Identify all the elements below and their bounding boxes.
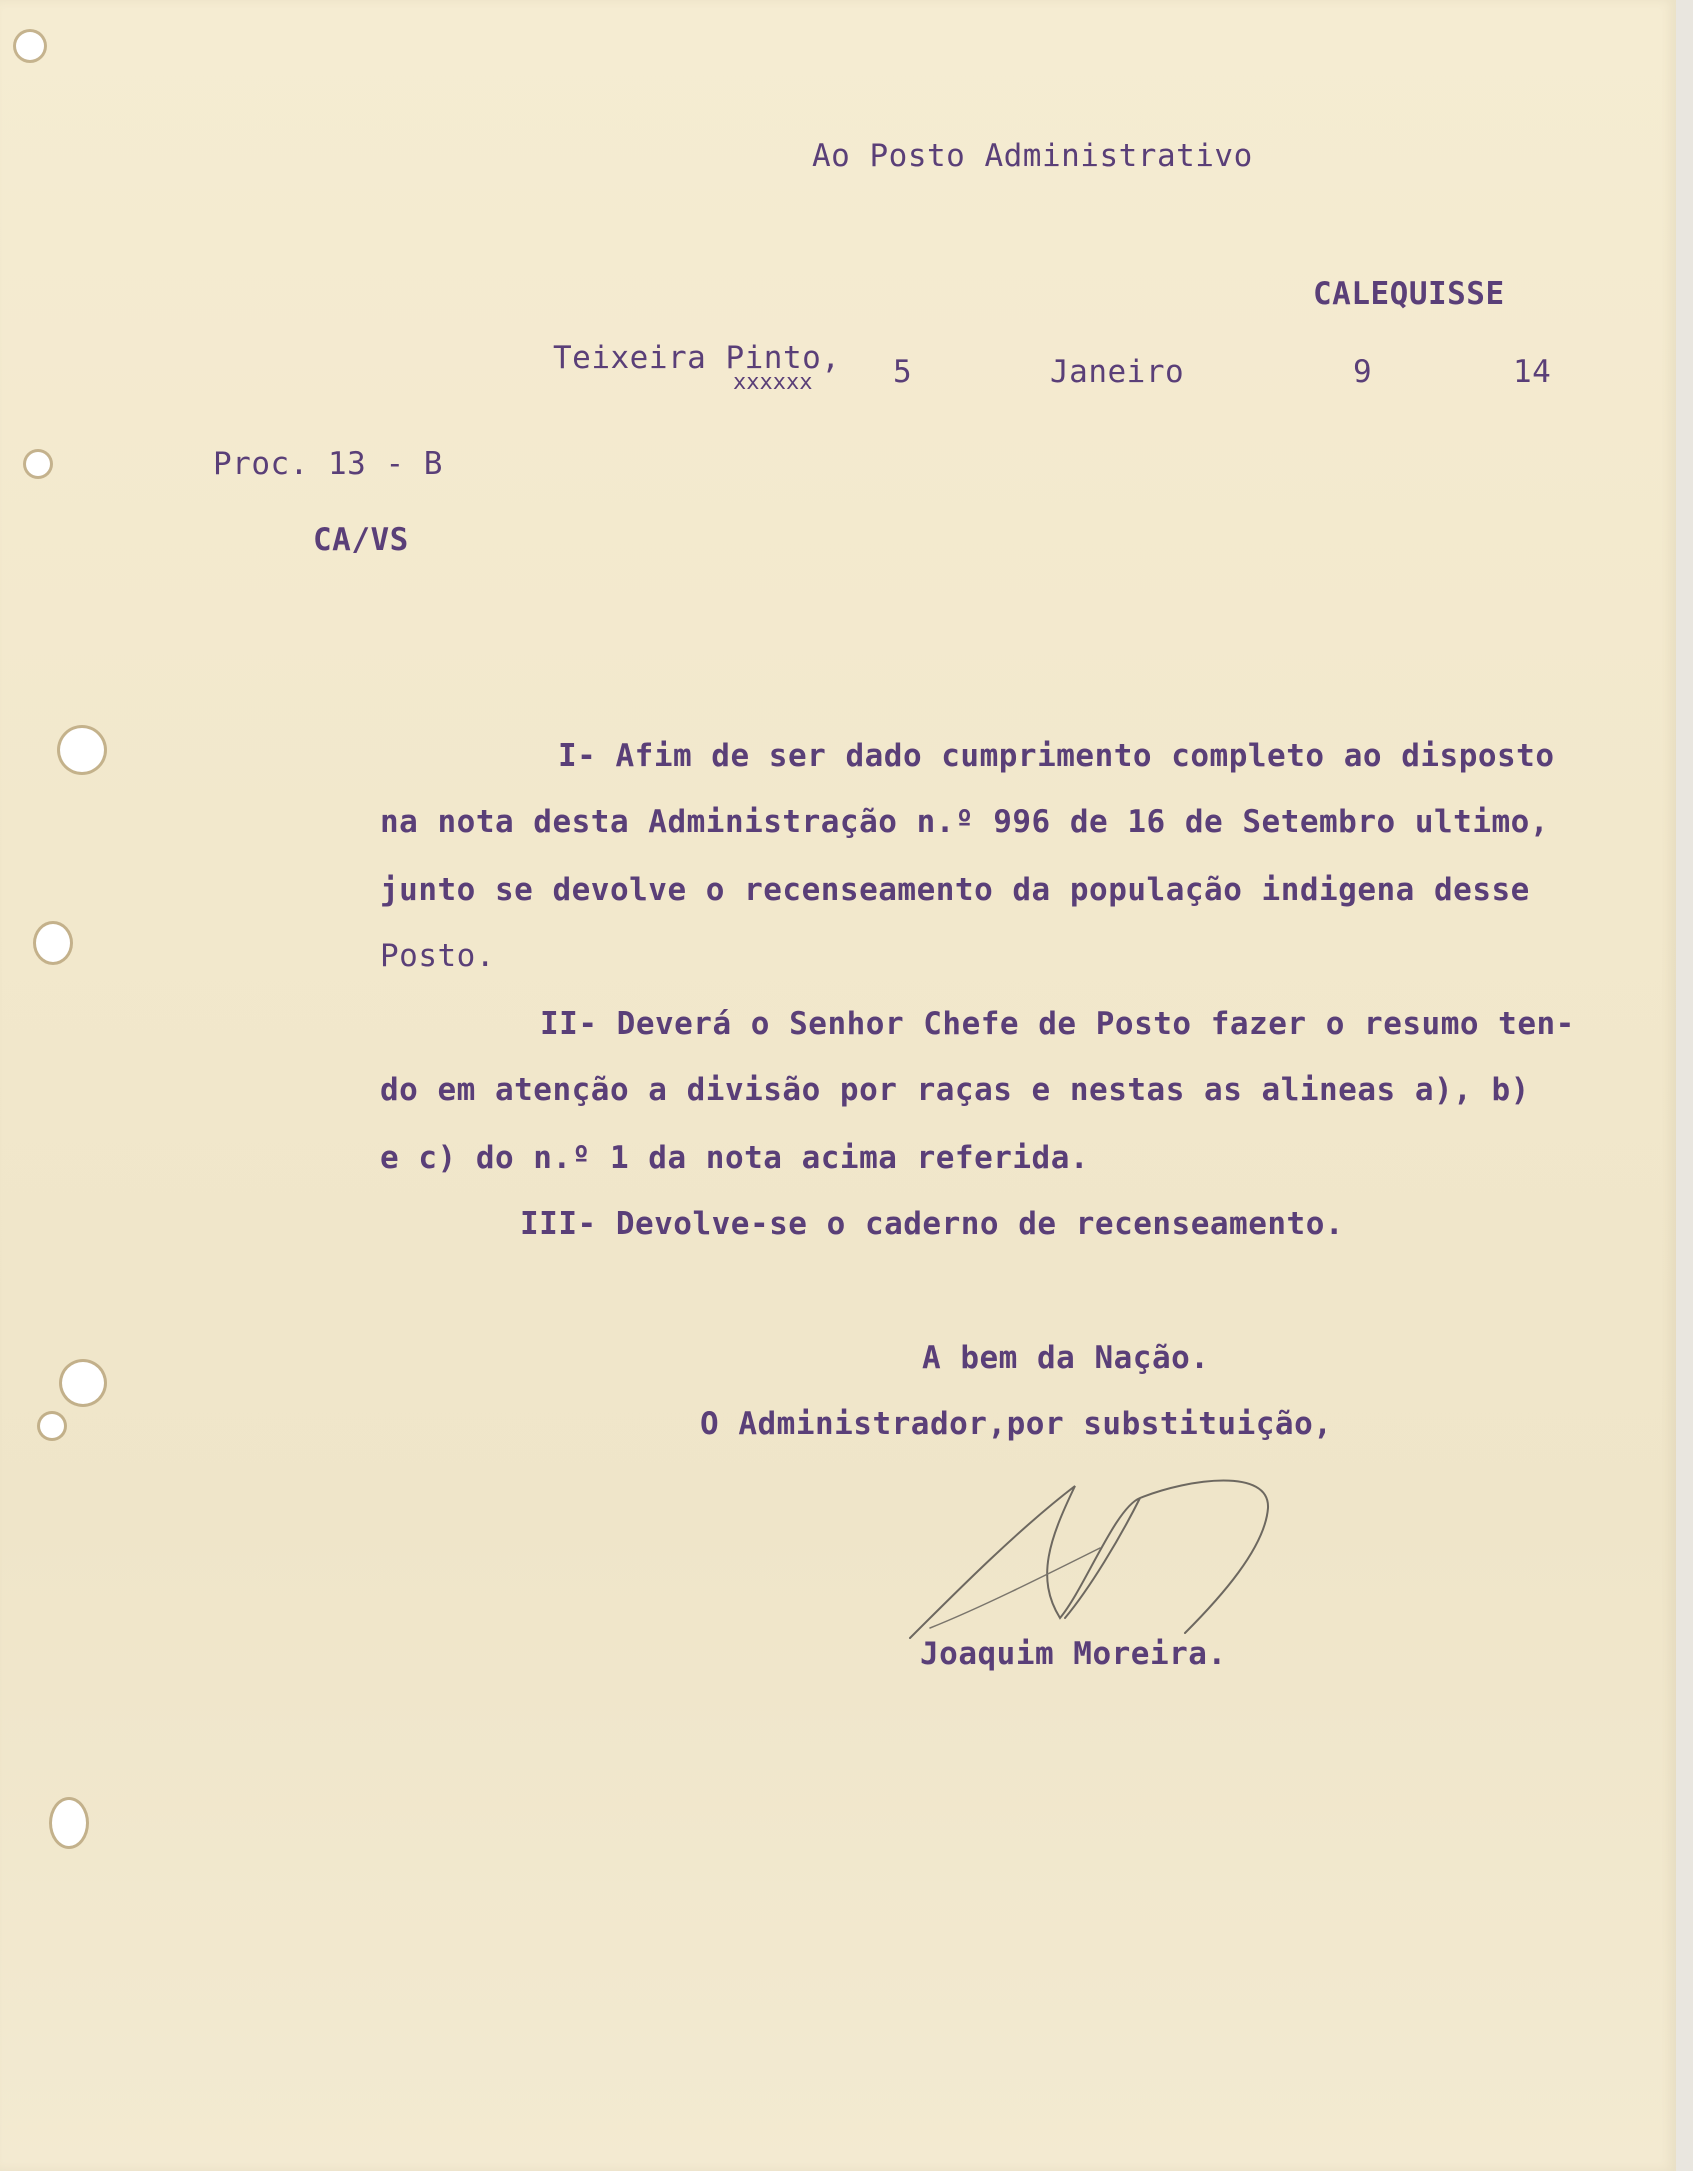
- handwritten-signature: [900, 1468, 1280, 1658]
- dateline-month: Janeiro: [1050, 354, 1185, 390]
- signatory-title: O Administrador,por substituição,: [700, 1406, 1333, 1442]
- body-line: Posto.: [380, 938, 495, 974]
- punch-hole: [62, 1362, 104, 1404]
- dateline-day: 5: [893, 354, 913, 390]
- dateline-city: Teixeira Pinto,: [553, 340, 841, 376]
- body-line: I- Afim de ser dado cumprimento completo ao disposto: [558, 738, 1555, 774]
- punch-hole: [52, 1800, 86, 1846]
- typist-initials: CA/VS: [313, 522, 409, 558]
- body-line: II- Deverá o Senhor Chefe de Posto fazer o resumo ten-: [540, 1006, 1575, 1042]
- body-line: III- Devolve-se o caderno de recenseamento.: [520, 1206, 1345, 1242]
- closing-salutation: A bem da Nação.: [922, 1340, 1210, 1376]
- dateline-year-part1: 9: [1353, 354, 1373, 390]
- punch-hole: [26, 452, 50, 476]
- struck-out-text: xxxxxx: [733, 370, 813, 395]
- body-line: do em atenção a divisão por raças e nestas as alineas a), b): [380, 1072, 1530, 1108]
- signatory-name: Joaquim Moreira.: [920, 1636, 1227, 1672]
- punch-hole: [36, 924, 70, 962]
- punch-hole: [16, 32, 44, 60]
- body-line: na nota desta Administração n.º 996 de 16 de Setembro ultimo,: [380, 804, 1549, 840]
- punch-hole: [60, 728, 104, 772]
- punch-hole: [40, 1414, 64, 1438]
- body-line: e c) do n.º 1 da nota acima referida.: [380, 1140, 1090, 1176]
- addressee-line: Ao Posto Administrativo: [812, 138, 1253, 174]
- process-reference: Proc. 13 - B: [213, 446, 443, 482]
- place-name: CALEQUISSE: [1313, 276, 1505, 312]
- dateline-year-part2: 14: [1513, 354, 1552, 390]
- body-line: junto se devolve o recenseamento da população indigena desse: [380, 872, 1530, 908]
